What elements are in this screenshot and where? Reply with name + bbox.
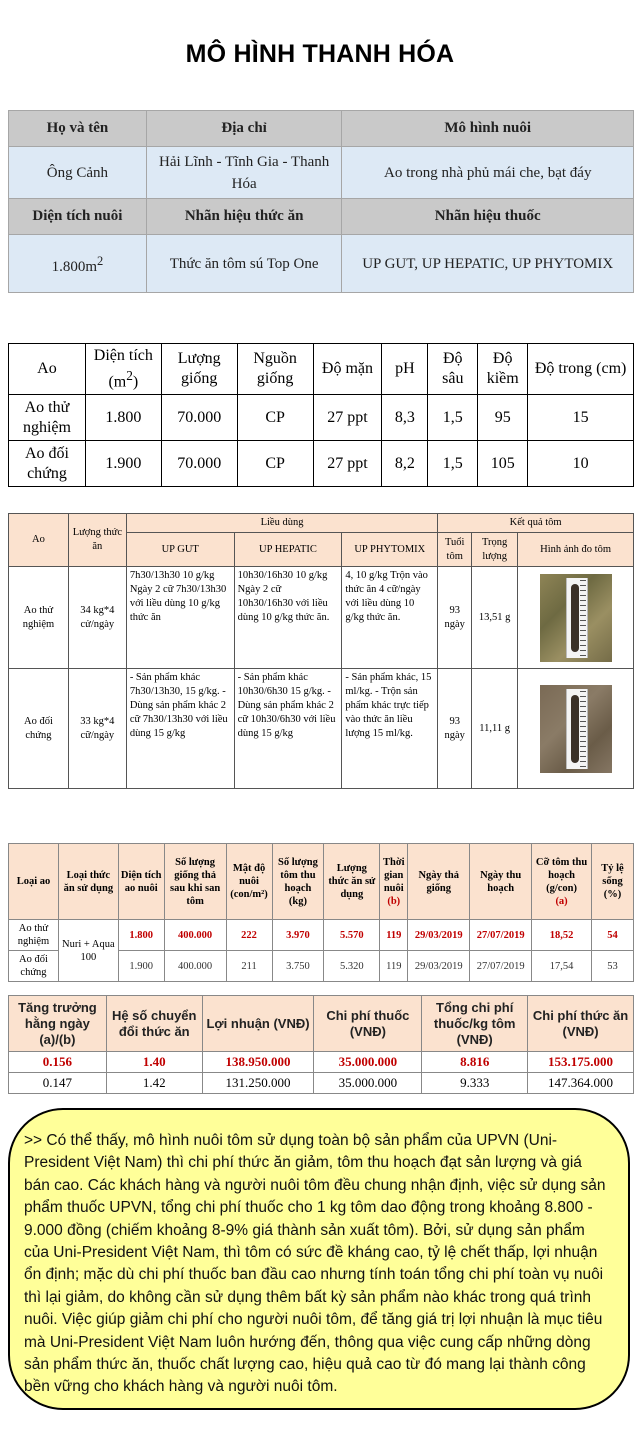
- shrimp-measure-photo: [518, 669, 634, 789]
- shrimp-weight: 11,11 g: [472, 669, 518, 789]
- fcr: 1.42: [106, 1073, 202, 1094]
- harvest-size: 17,54: [532, 951, 592, 982]
- yield: 3.970: [272, 920, 324, 951]
- header-farming-model: Mô hình nuôi: [342, 111, 634, 147]
- header-depth: Độ sâu: [428, 344, 478, 395]
- feed-cost: 153.175.000: [528, 1052, 634, 1073]
- stocking-date: 29/03/2019: [408, 920, 470, 951]
- up-hepatic-dose: 10h30/16h30 10 g/kg Ngày 2 cữ 10h30/16h30 với liều dùng 10 g/kg thức ăn.: [234, 567, 342, 669]
- pond-area: 1.800: [85, 395, 161, 441]
- economics-table: [8, 995, 634, 1094]
- pond-area: 1.900: [118, 951, 164, 982]
- shrimp-age: 93 ngày: [438, 567, 472, 669]
- pond-ph: 8,2: [382, 441, 428, 487]
- farmer-address: Hải Lĩnh - Tĩnh Gia - Thanh Hóa: [146, 147, 342, 199]
- pond-alkalinity: 95: [478, 395, 528, 441]
- header-shrimp-image: Hình ảnh đo tôm: [518, 533, 634, 567]
- header-address: Địa chỉ: [146, 111, 342, 147]
- header-shrimp-result: Kết quả tôm: [438, 514, 634, 533]
- up-phytomix-dose: - Sản phẩm khác, 15 ml/kg. - Trộn sản phẩm khác trực tiếp vào thức ăn liều lượng 15 ml/kg.: [342, 669, 438, 789]
- up-gut-dose: 7h30/13h30 10 g/kg Ngày 2 cữ 7h30/13h30 với liều dùng 10 g/kg thức ăn: [126, 567, 234, 669]
- header-medicine-brand: Nhãn hiệu thuốc: [342, 199, 634, 235]
- header-up-phytomix: UP PHYTOMIX: [342, 533, 438, 567]
- header-feed-used: Lượng thức ăn sử dụng: [324, 844, 380, 920]
- up-phytomix-dose: 4, 10 g/kg Trộn vào thức ăn 4 cữ/ngày với liều dùng 10 g/kg thức ăn.: [342, 567, 438, 669]
- pond-source: CP: [237, 395, 313, 441]
- header-pond: Ao: [9, 344, 86, 395]
- conclusion-box: >> Có thể thấy, mô hình nuôi tôm sử dụng toàn bộ sản phẩm của UPVN (Uni-President Việt Nam) thì chi phí thức ăn giảm, tôm thu hoạch đạt sản lượng và giá bán cao. Các khách hàng và người nuôi tôm đều chung nhận định, việc sử dụng sản phẩm thuốc UPVN, tổng chi phí thuốc cho 1 kg tôm dao động trong khoảng 8.800 - 9.000 đồng (chiếm khoảng 8-9% giá thành sản xuất tôm). Bởi, sử dụng sản phẩm của Uni-President Việt Nam, thì tôm có sức đề kháng cao, tỷ lệ chết thấp, lợi nhuận ổn định; mặc dù chi phí thuốc ban đầu cao nhưng tính toán tổng chi phí toàn vụ nuôi thì lại giảm, do không cần sử dụng thêm bất kỳ sản phẩm nào khác trong quá trình nuôi. Việc giúp giảm chi phí cho người nuôi tôm, để tăng giá trị lợi nhuận là mục tiêu mà Uni-President Việt Nam luôn hướng đến, thông qua việc cung cấp những dòng sản phẩm thức ăn, thuốc chất lượng cao, hiệu quả cao từ đó mang lại thành công bền vững cho khách hàng và người nuôi tôm.: [8, 1108, 630, 1410]
- pond-seed: 70.000: [161, 395, 237, 441]
- header-feed-brand: Nhãn hiệu thức ăn: [146, 199, 342, 235]
- profit: 138.950.000: [202, 1052, 314, 1073]
- header-pond-area: Diện tích ao nuôi: [118, 844, 164, 920]
- header-profit: Lợi nhuận (VNĐ): [202, 996, 314, 1052]
- up-gut-dose: - Sản phẩm khác 7h30/13h30, 15 g/kg. - Dùng sản phẩm khác 2 cữ 7h30/13h30 với liều dùng 15 g/kg: [126, 669, 234, 789]
- header-stocking-date: Ngày thả giống: [408, 844, 470, 920]
- header-area: Diện tích nuôi: [9, 199, 147, 235]
- pond-source: CP: [237, 441, 313, 487]
- seed-count: 400.000: [164, 920, 226, 951]
- header-shrimp-weight: Trọng lượng: [472, 533, 518, 567]
- header-ph: pH: [382, 344, 428, 395]
- fcr: 1.40: [106, 1052, 202, 1073]
- table-row: [9, 567, 634, 669]
- shrimp-photo-image: [540, 685, 612, 773]
- header-harvest-size: Cỡ tôm thu hoạch (g/con) (a): [532, 844, 592, 920]
- survival-rate: 53: [592, 951, 634, 982]
- feed-cost: 147.364.000: [528, 1073, 634, 1094]
- header-feed-amount: Lượng thức ăn: [68, 514, 126, 567]
- pond-depth: 1,5: [428, 441, 478, 487]
- medicine-cost: 35.000.000: [314, 1073, 422, 1094]
- pond-depth: 1,5: [428, 395, 478, 441]
- feed-amount: 34 kg*4 cử/ngày: [68, 567, 126, 669]
- header-pond-type: Loại ao: [9, 844, 59, 920]
- shrimp-age: 93 ngày: [438, 669, 472, 789]
- pond-clarity: 10: [528, 441, 634, 487]
- table-row: [9, 395, 634, 441]
- pond-name: Ao đối chứng: [9, 441, 86, 487]
- pond-parameters-table: [8, 343, 634, 487]
- daily-growth: 0.147: [9, 1073, 107, 1094]
- seed-count: 400.000: [164, 951, 226, 982]
- medicine-cost-per-kg: 8.816: [422, 1052, 528, 1073]
- header-feed-cost: Chi phí thức ăn (VNĐ): [528, 996, 634, 1052]
- feed-brand: Thức ăn tôm sú Top One: [146, 235, 342, 293]
- farming-model: Ao trong nhà phủ mái che, bạt đáy: [342, 147, 634, 199]
- header-seed-count: Số lượng giống thả sau khi san tôm: [164, 844, 226, 920]
- header-feed-type: Loại thức ăn sử dụng: [58, 844, 118, 920]
- pond-area: 1.800: [118, 920, 164, 951]
- pond-name: Ao thử nghiệm: [9, 920, 59, 951]
- table-row: [9, 669, 634, 789]
- daily-growth: 0.156: [9, 1052, 107, 1073]
- pond-name: Ao đối chứng: [9, 669, 69, 789]
- feed-used: 5.320: [324, 951, 380, 982]
- header-seed: Lượng giống: [161, 344, 237, 395]
- header-clarity: Độ trong (cm): [528, 344, 634, 395]
- header-harvest-date: Ngày thu hoạch: [470, 844, 532, 920]
- header-source: Nguồn giống: [237, 344, 313, 395]
- profit: 131.250.000: [202, 1073, 314, 1094]
- shrimp-photo-image: [540, 574, 612, 662]
- medicine-brand: UP GUT, UP HEPATIC, UP PHYTOMIX: [342, 235, 634, 293]
- stocking-date: 29/03/2019: [408, 951, 470, 982]
- survival-rate: 54: [592, 920, 634, 951]
- culture-days: 119: [380, 951, 408, 982]
- header-dosage: Liều dùng: [126, 514, 437, 533]
- pond-seed: 70.000: [161, 441, 237, 487]
- pond-area: 1.900: [85, 441, 161, 487]
- header-up-gut: UP GUT: [126, 533, 234, 567]
- harvest-date: 27/07/2019: [470, 920, 532, 951]
- pond-salinity: 27 ppt: [313, 395, 382, 441]
- farm-area: $1.800m^2$: [9, 235, 147, 293]
- shrimp-weight: 13,51 g: [472, 567, 518, 669]
- pond-name: Ao đối chứng: [9, 951, 59, 982]
- harvest-date: 27/07/2019: [470, 951, 532, 982]
- up-hepatic-dose: - Sản phẩm khác 10h30/6h30 15 g/kg. - Dùng sản phẩm khác 2 cữ 10h30/6h30 với liều dùng 15 g/kg: [234, 669, 342, 789]
- feed-type: Nuri + Aqua 100: [58, 920, 118, 982]
- header-medicine-cost: Chi phí thuốc (VNĐ): [314, 996, 422, 1052]
- dosage-results-table: [8, 513, 634, 789]
- harvest-size: 18,52: [532, 920, 592, 951]
- header-culture-time: Thời gian nuôi (b): [380, 844, 408, 920]
- header-alkalinity: Độ kiềm: [478, 344, 528, 395]
- culture-days: 119: [380, 920, 408, 951]
- table-row: [9, 1073, 634, 1094]
- table-row: [9, 920, 634, 951]
- harvest-table: [8, 843, 634, 982]
- feed-used: 5.570: [324, 920, 380, 951]
- shrimp-measure-photo: [518, 567, 634, 669]
- header-yield: Số lượng tôm thu hoạch (kg): [272, 844, 324, 920]
- pond-alkalinity: 105: [478, 441, 528, 487]
- table-row: [9, 441, 634, 487]
- farmer-name: Ông Cảnh: [9, 147, 147, 199]
- header-medicine-cost-per-kg: Tổng chi phí thuốc/kg tôm (VNĐ): [422, 996, 528, 1052]
- header-area: Diện tích $(m^2)$: [85, 344, 161, 395]
- pond-salinity: 27 ppt: [313, 441, 382, 487]
- feed-amount: 33 kg*4 cữ/ngày: [68, 669, 126, 789]
- header-name: Họ và tên: [9, 111, 147, 147]
- header-up-hepatic: UP HEPATIC: [234, 533, 342, 567]
- header-pond: Ao: [9, 514, 69, 567]
- yield: 3.750: [272, 951, 324, 982]
- farmer-info-table: [8, 110, 634, 293]
- header-survival-rate: Tỷ lệ sống (%): [592, 844, 634, 920]
- pond-name: Ao thử nghiệm: [9, 395, 86, 441]
- header-fcr: Hệ số chuyển đổi thức ăn: [106, 996, 202, 1052]
- density: 211: [226, 951, 272, 982]
- pond-ph: 8,3: [382, 395, 428, 441]
- medicine-cost: 35.000.000: [314, 1052, 422, 1073]
- header-shrimp-age: Tuổi tôm: [438, 533, 472, 567]
- density: 222: [226, 920, 272, 951]
- page-title: MÔ HÌNH THANH HÓA: [185, 40, 455, 68]
- medicine-cost-per-kg: 9.333: [422, 1073, 528, 1094]
- pond-clarity: 15: [528, 395, 634, 441]
- header-density: Mật độ nuôi (con/m²): [226, 844, 272, 920]
- header-daily-growth: Tăng trưởng hằng ngày (a)/(b): [9, 996, 107, 1052]
- pond-name: Ao thử nghiệm: [9, 567, 69, 669]
- header-salinity: Độ mặn: [313, 344, 382, 395]
- table-row: [9, 1052, 634, 1073]
